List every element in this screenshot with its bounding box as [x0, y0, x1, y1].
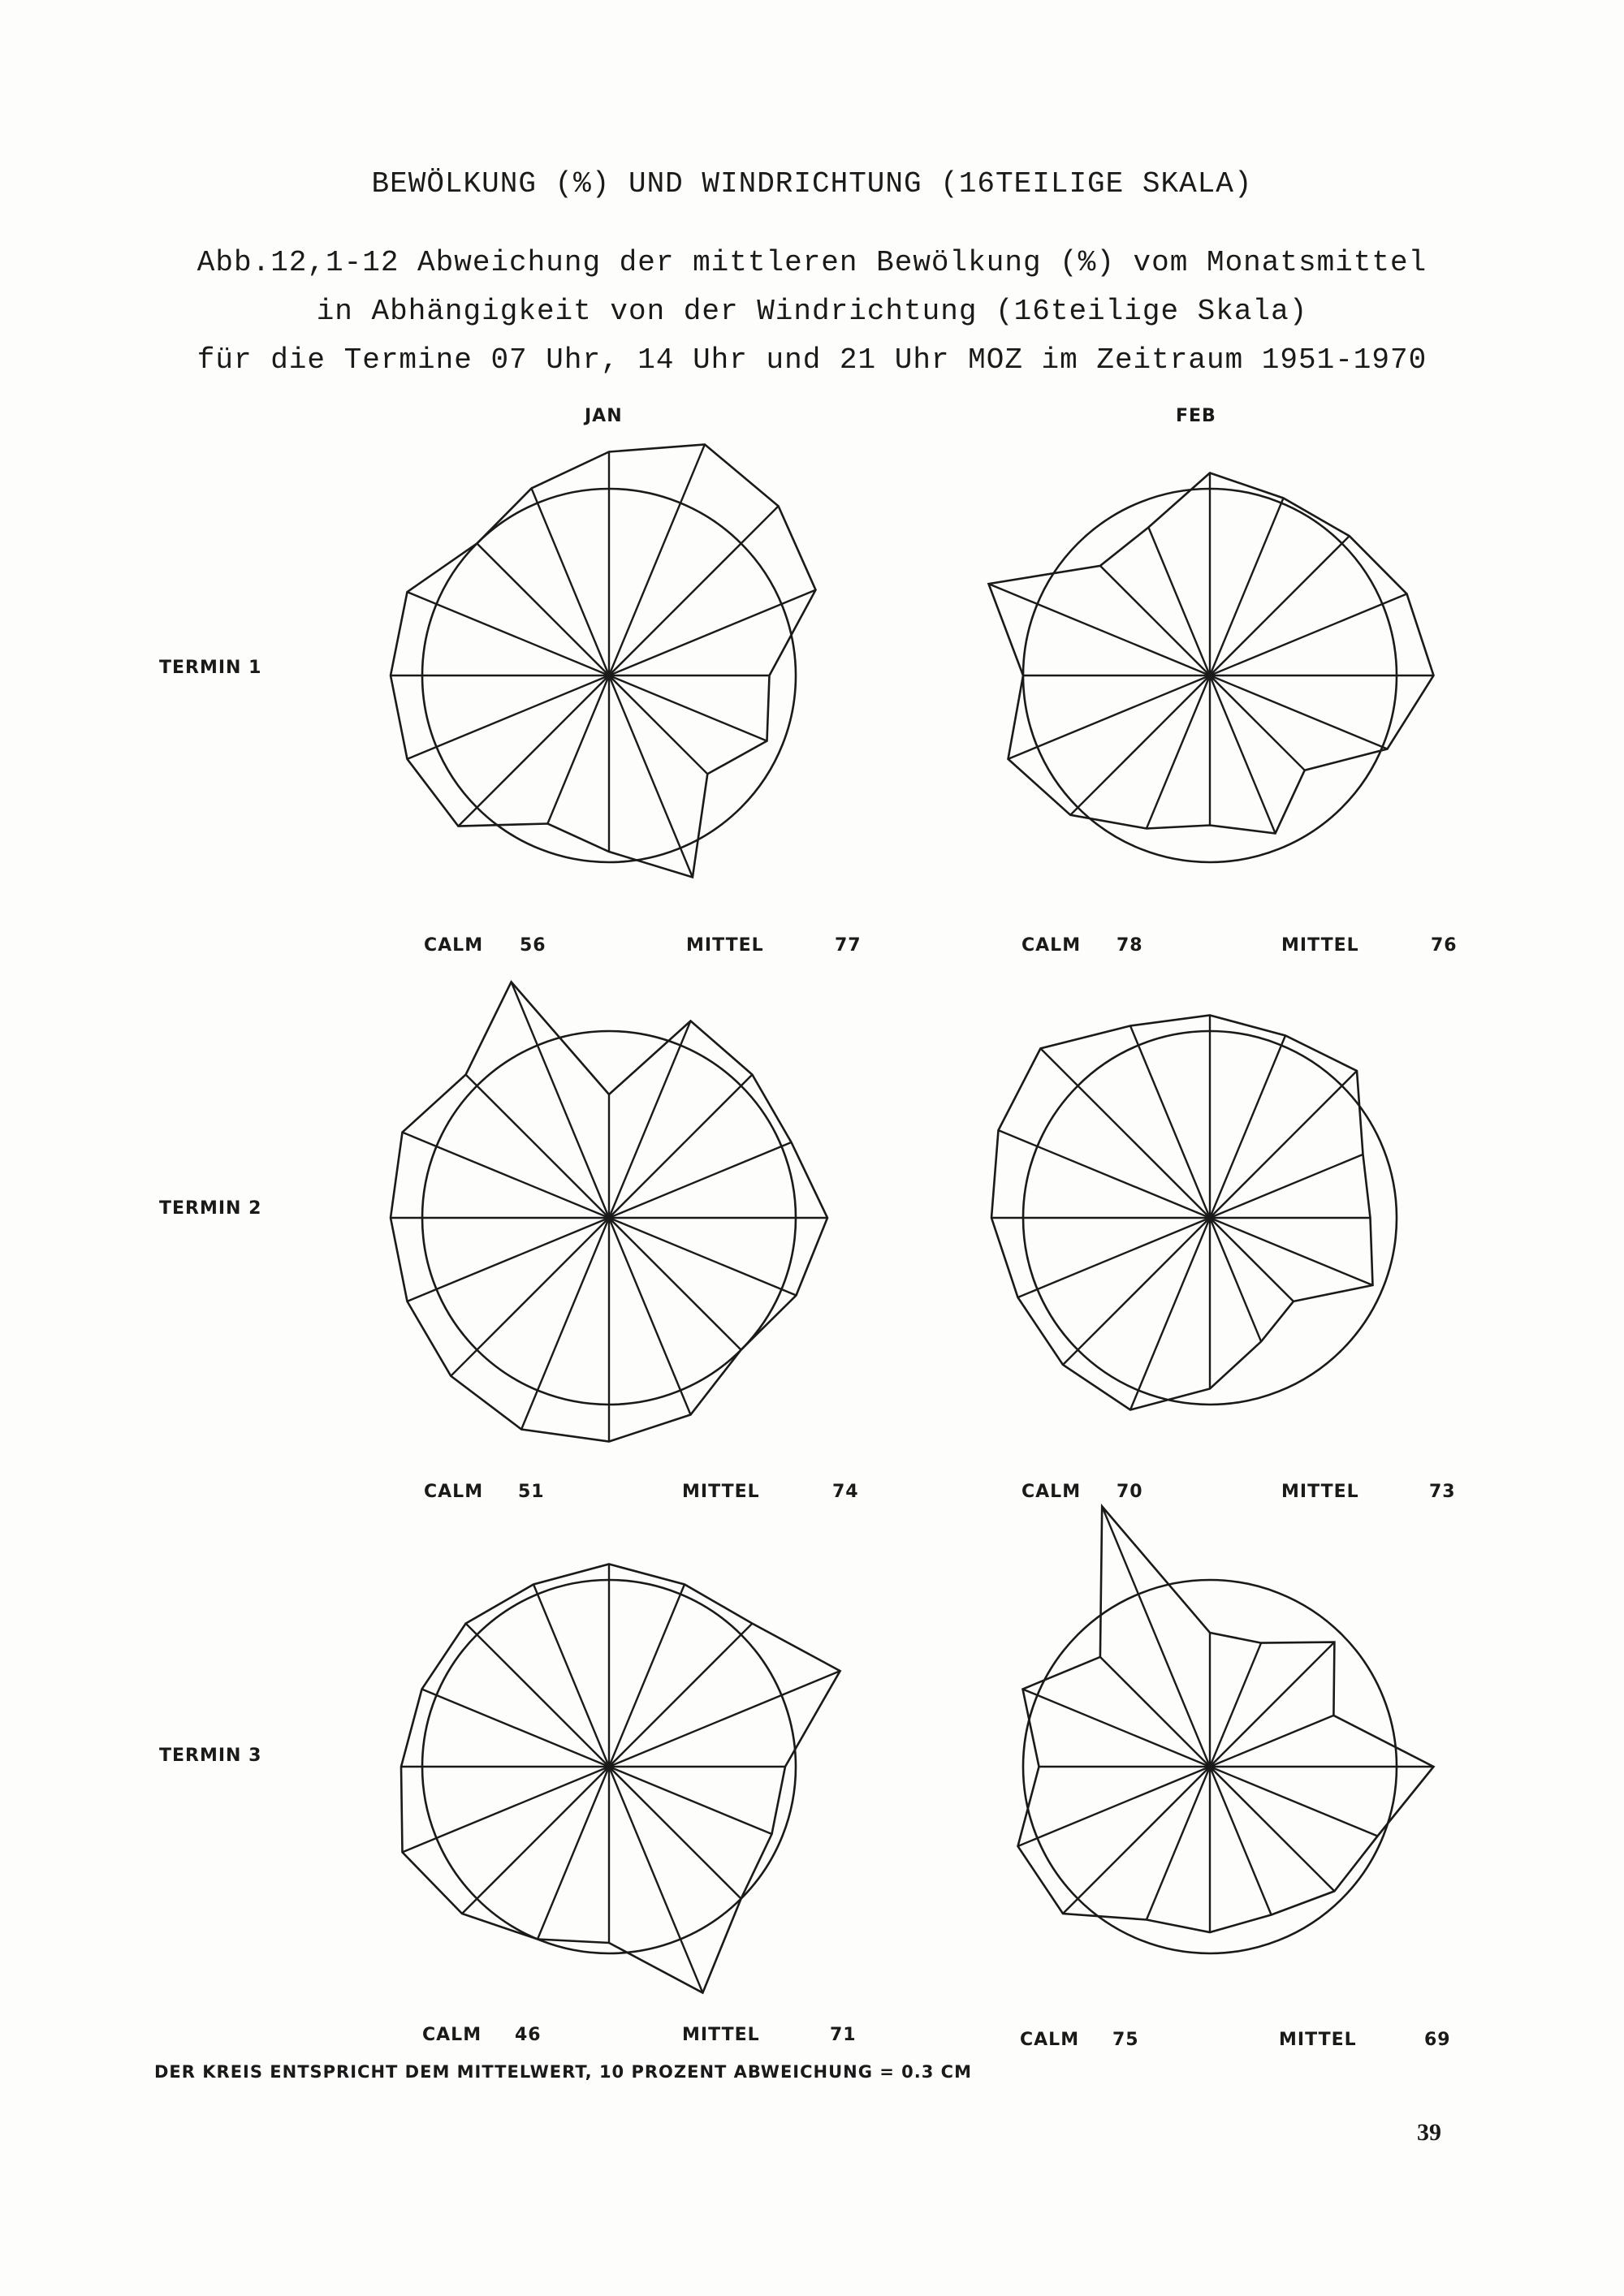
mittel-value: 74 [832, 1482, 859, 1502]
calm-label: CALM [422, 2025, 482, 2045]
spoke-ne [1210, 1642, 1334, 1767]
spoke-nw [466, 1075, 609, 1218]
deviation-polygon [991, 1016, 1373, 1410]
calm-value: 70 [1116, 1482, 1143, 1502]
mittel-value: 76 [1431, 935, 1458, 956]
spoke-sw [451, 1218, 609, 1376]
spoke-se [609, 675, 707, 774]
month-label-jan: JAN [585, 406, 623, 426]
caption-line-2: in Abhängigkeit von der Windrichtung (16teilige Skala) [316, 295, 1308, 328]
mittel-label: MITTEL [686, 935, 764, 956]
mittel-label: MITTEL [1281, 1482, 1359, 1502]
spoke-nw [1040, 1048, 1210, 1218]
caption-line-1: Abb.12,1-12 Abweichung der mittleren Bewölkung (%) vom Monatsmittel [197, 246, 1427, 279]
spoke-sw [1070, 675, 1210, 815]
spoke-se [609, 1218, 741, 1350]
mittel-label: MITTEL [682, 1482, 760, 1502]
spoke-nw [477, 543, 609, 675]
spoke-ne [609, 1624, 752, 1767]
spoke-se [1210, 1218, 1294, 1301]
spoke-se [609, 1767, 741, 1899]
mittel-label: MITTEL [682, 2025, 760, 2045]
calm-label: CALM [1021, 1482, 1082, 1502]
mittel-value: 69 [1424, 2030, 1451, 2050]
page-title: BEWÖLKUNG (%) UND WINDRICHTUNG (16TEILIGE SKALA) [371, 167, 1253, 201]
spoke-nw [1100, 1657, 1210, 1767]
spoke-sw [462, 1767, 609, 1914]
calm-label: CALM [424, 1482, 484, 1502]
calm-value: 75 [1112, 2030, 1139, 2050]
spoke-nnw [1102, 1506, 1210, 1767]
mittel-value: 73 [1429, 1482, 1456, 1502]
mittel-value: 71 [830, 2025, 857, 2045]
spoke-ne [1210, 1071, 1357, 1218]
mittel-label: MITTEL [1281, 935, 1359, 956]
mittel-value: 77 [835, 935, 862, 956]
month-label-feb: FEB [1176, 406, 1216, 426]
calm-label: CALM [424, 935, 484, 956]
deviation-polygon [1018, 1506, 1434, 1932]
calm-value: 51 [518, 1482, 545, 1502]
termin-label-2: TERMIN 2 [159, 1198, 262, 1219]
spoke-sw [1063, 1767, 1210, 1914]
mittel-label: MITTEL [1279, 2030, 1357, 2050]
spoke-sw [458, 675, 609, 826]
caption-line-3: für die Termine 07 Uhr, 14 Uhr und 21 Uhr MOZ im Zeitraum 1951-1970 [197, 343, 1427, 377]
spoke-nw [466, 1624, 609, 1767]
calm-value: 56 [520, 935, 546, 956]
spoke-se [1210, 675, 1305, 770]
termin-label-3: TERMIN 3 [159, 1746, 262, 1766]
scale-footnote: DER KREIS ENTSPRICHT DEM MITTELWERT, 10 PROZENT ABWEICHUNG = 0.3 CM [154, 2062, 972, 2082]
spoke-nw [1100, 566, 1210, 675]
calm-label: CALM [1020, 2030, 1080, 2050]
page-number: 39 [1417, 2119, 1441, 2146]
spoke-ne [1210, 536, 1350, 675]
spoke-sw [1063, 1218, 1210, 1365]
termin-label-1: TERMIN 1 [159, 658, 262, 678]
spoke-ne [609, 506, 779, 675]
calm-value: 46 [515, 2025, 542, 2045]
spoke-ne [609, 1075, 752, 1218]
spoke-se [1210, 1767, 1334, 1891]
calm-value: 78 [1116, 935, 1143, 956]
calm-label: CALM [1021, 935, 1082, 956]
